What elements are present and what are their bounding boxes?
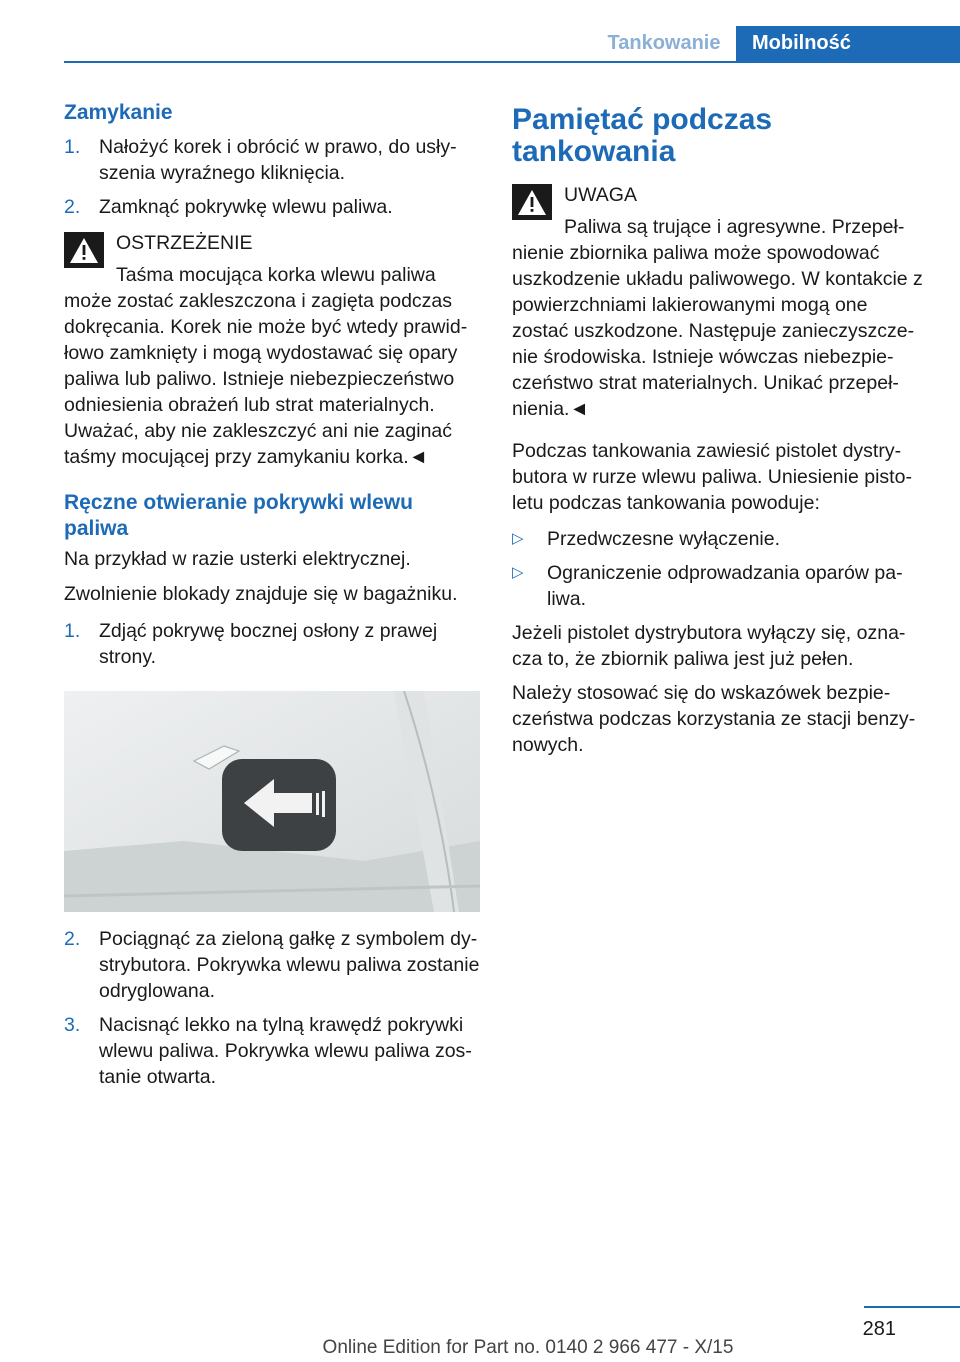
right-column [512,104,924,758]
step-text: Nacisnąć lekko na tylną krawędź pokrywki wlewu paliwa. Pokrywka wlewu paliwa zostanie otwarta. [99,1014,472,1088]
list-item [512,526,924,552]
step-number: 3. [64,1014,81,1036]
warning-block [64,230,480,470]
step-text: Zdjąć pokrywę bocznej osłony z prawej strony. [99,620,438,668]
closing-steps [64,134,480,220]
trunk-release-photo [64,691,480,912]
step-text: Nałożyć korek i obrócić w prawo, do usłyszenia wyraźnego kliknięcia. [99,136,457,184]
header-tab-refueling[interactable]: Tankowanie [607,32,721,54]
list-item [512,560,924,612]
header-rule [64,61,960,63]
list-item [64,1012,480,1090]
step-number: 1. [64,136,81,158]
footer-rule [864,1306,960,1308]
caution-triangle-icon [512,184,552,220]
caution-text: Paliwa są trujące i agresywne. Przepełnienie zbiornika paliwa może spowodować uszkodzenie układu paliwowego. W kontakcie z powierzchniami lakierowanymi mogą one zostać uszkodzone. Następuje zanieczyszczenie środowiska. Istnieje wówczas niebezpieczeństwo strat materialnych. Unikać przepełnienia.◄ [512,216,923,420]
trunk-side-panel-illustration [64,691,480,912]
triangle-bullet-icon: ▷ [512,530,524,547]
manual-intro-2: Zwolnienie blokady znajduje się w bagażniku. [64,583,458,605]
step-number: 1. [64,620,81,642]
caution-block [512,182,924,422]
effects-list [512,526,924,612]
manual-steps-b [64,926,480,1090]
step-number: 2. [64,928,81,950]
list-item [64,194,480,220]
refueling-heading: Pamiętać podczas tankowania [512,103,773,168]
manual-intro-1: Na przykład w razie usterki elektrycznej. [64,548,411,570]
paragraph-nozzle: Podczas tankowania zawiesić pistolet dystrybutora w rurze wlewu paliwa. Uniesienie pistoletu podczas tankowania powoduje: [512,440,912,514]
list-item [64,926,480,1004]
triangle-bullet-icon: ▷ [512,564,524,581]
manual-steps-a [64,618,480,670]
warning-text: Taśma mocująca korka wlewu paliwa może zostać zakleszczona i zagięta podczas dokręcania. Korek nie może być wtedy prawidłowo zamknięty i mogą wydostawać się opary paliwa lub paliwo. Istnieje niebezpieczeństwo odniesienia obrażeń lub strat materialnych. Uważać, aby nie zakleszczyć ani nie zaginać taśmy mocującej przy zamykaniu korka.◄ [64,264,468,468]
step-number: 2. [64,196,81,218]
edition-note: Online Edition for Part no. 0140 2 966 477 - X/15 [322,1337,734,1358]
left-column [64,100,480,1090]
list-item [64,134,480,186]
list-item [64,618,480,670]
paragraph-shutoff: Jeżeli pistolet dystrybutora wyłączy się, oznacza to, że zbiornik paliwa jest już pełen. [512,622,906,670]
page-number: 281 [862,1318,896,1340]
bullet-text: Przedwczesne wyłączenie. [547,528,781,550]
manual-opening-heading: Ręczne otwieranie pokrywki wlewu paliwa [64,491,413,540]
paragraph-safety: Należy stosować się do wskazówek bezpieczeństwa podczas korzystania ze stacji benzynowych. [512,682,916,756]
warning-triangle-icon [64,232,104,268]
closing-heading: Zamykanie [64,101,173,124]
warning-title: OSTRZEŻENIE [116,232,253,254]
bullet-text: Ograniczenie odprowadzania oparów paliwa. [547,562,903,610]
step-text: Zamknąć pokrywkę wlewu paliwa. [99,196,393,218]
caution-title: UWAGA [564,184,637,206]
header-tab-mobility[interactable]: Mobilność [736,26,960,63]
step-text: Pociągnąć za zieloną gałkę z symbolem dystrybutora. Pokrywka wlewu paliwa zostanie odryglowana. [99,928,480,1002]
